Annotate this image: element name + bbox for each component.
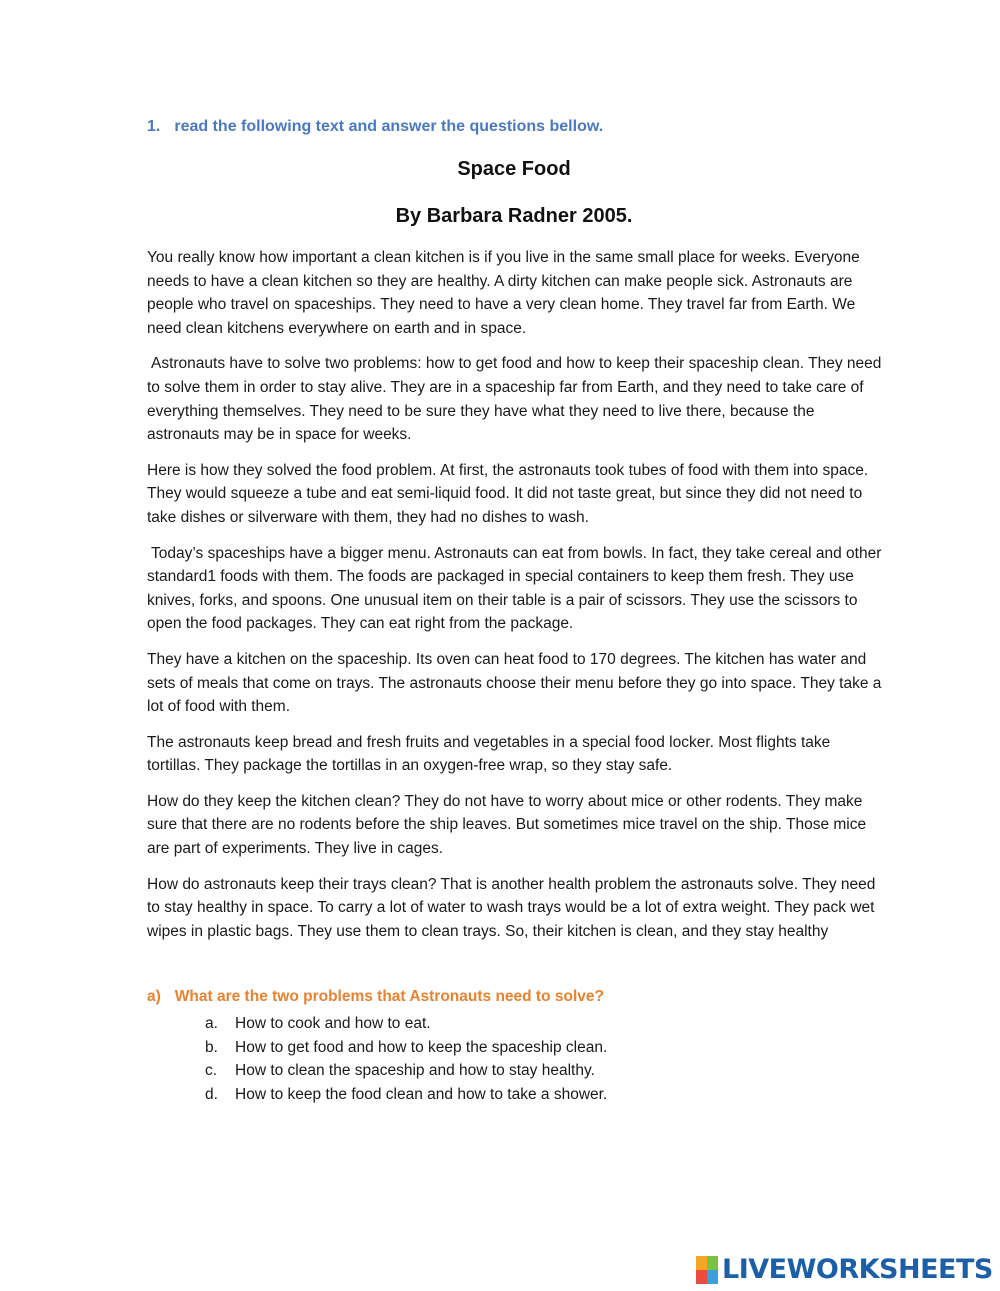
option-text: How to keep the food clean and how to take a shower. bbox=[235, 1085, 608, 1103]
paragraph: Today’s spaceships have a bigger menu. Astronauts can eat from bowls. In fact, they take cereal and other standard1 foods with them. The foods are packaged in special containers to keep them fresh. They use knives, forks, and spoons. One unusual item on their table is a pair of scissors. They use the scissors to open the food packages. They can eat right from the package. bbox=[147, 544, 882, 633]
liveworksheets-logo-icon bbox=[696, 1256, 718, 1284]
instruction-number: 1. bbox=[147, 118, 161, 135]
logo-tile bbox=[707, 1256, 718, 1270]
logo-tile bbox=[696, 1270, 707, 1284]
paragraph: How do astronauts keep their trays clean? That is another health problem the astronauts solve. They need to stay healthy in space. To carry a lot of water to wash trays would be a lot of extra weight. They pack wet wipes in plastic bags. They use them to clean trays. So, their kitchen is clean, and they stay healthy bbox=[147, 875, 876, 940]
reading-text bbox=[147, 246, 887, 955]
option-label: c. bbox=[205, 1062, 218, 1079]
answer-option-a[interactable] bbox=[205, 1012, 607, 1036]
paragraph: Here is how they solved the food problem. At first, the astronauts took tubes of food with them into space. They would squeeze a tube and eat semi-liquid food. It did not taste great, but since they did not need to take dishes or silverware with them, they had no dishes to wash. bbox=[147, 461, 869, 526]
paragraph: Astronauts have to solve two problems: how to get food and how to keep their spaceship clean. They need to solve them in order to stay alive. They are in a spaceship far from Earth, and they need to take care of everything themselves. They need to be sure they have what they need to live there, because the astronauts may be in space for weeks. bbox=[147, 355, 882, 444]
paragraph: You really know how important a clean kitchen is if you live in the same small place for weeks. Everyone needs to have a clean kitchen so they are healthy. A dirty kitchen can make people sick. Astronauts are people who travel on spaceships. They need to have a very clean home. They travel far from Earth. We need clean kitchens everywhere on earth and in space. bbox=[147, 249, 860, 337]
logo-text: LIVEWORKSHEETS bbox=[722, 1254, 993, 1285]
option-text: How to clean the spaceship and how to stay healthy. bbox=[235, 1062, 595, 1079]
paragraph: The astronauts keep bread and fresh fruits and vegetables in a special food locker. Most flights take tortillas. They package the tortillas in an oxygen-free wrap, so they stay safe. bbox=[147, 733, 831, 775]
question-text: What are the two problems that Astronauts need to solve? bbox=[174, 988, 604, 1005]
answer-options bbox=[205, 1012, 607, 1106]
option-text: How to cook and how to eat. bbox=[235, 1015, 431, 1032]
answer-option-d[interactable] bbox=[205, 1083, 607, 1107]
question-label: a) bbox=[147, 988, 161, 1005]
answer-option-b[interactable] bbox=[205, 1036, 607, 1060]
answer-option-c[interactable] bbox=[205, 1059, 607, 1083]
option-label: b. bbox=[205, 1038, 218, 1056]
option-label: a. bbox=[205, 1015, 218, 1032]
byline: By Barbara Radner 2005. bbox=[395, 205, 633, 227]
paragraph: How do they keep the kitchen clean? They do not have to worry about mice or other rodents. They make sure that there are no rodents before the ship leaves. But sometimes mice travel on the ship. Those mice are part of experiments. They live in cages. bbox=[147, 792, 867, 858]
instruction-text: read the following text and answer the questions bellow. bbox=[174, 118, 604, 135]
logo-tile bbox=[696, 1256, 707, 1270]
option-label: d. bbox=[205, 1085, 218, 1103]
paragraph: They have a kitchen on the spaceship. Its oven can heat food to 170 degrees. The kitchen has water and sets of meals that come on trays. The astronauts choose their menu before they go into space. They take a lot of food with them. bbox=[147, 650, 882, 716]
option-text: How to get food and how to keep the spaceship clean. bbox=[235, 1038, 608, 1056]
logo-tile bbox=[707, 1270, 718, 1284]
page-title: Space Food bbox=[457, 158, 571, 180]
liveworksheets-logo[interactable] bbox=[696, 1255, 993, 1285]
instruction-line bbox=[147, 118, 603, 136]
question-heading bbox=[147, 988, 604, 1006]
